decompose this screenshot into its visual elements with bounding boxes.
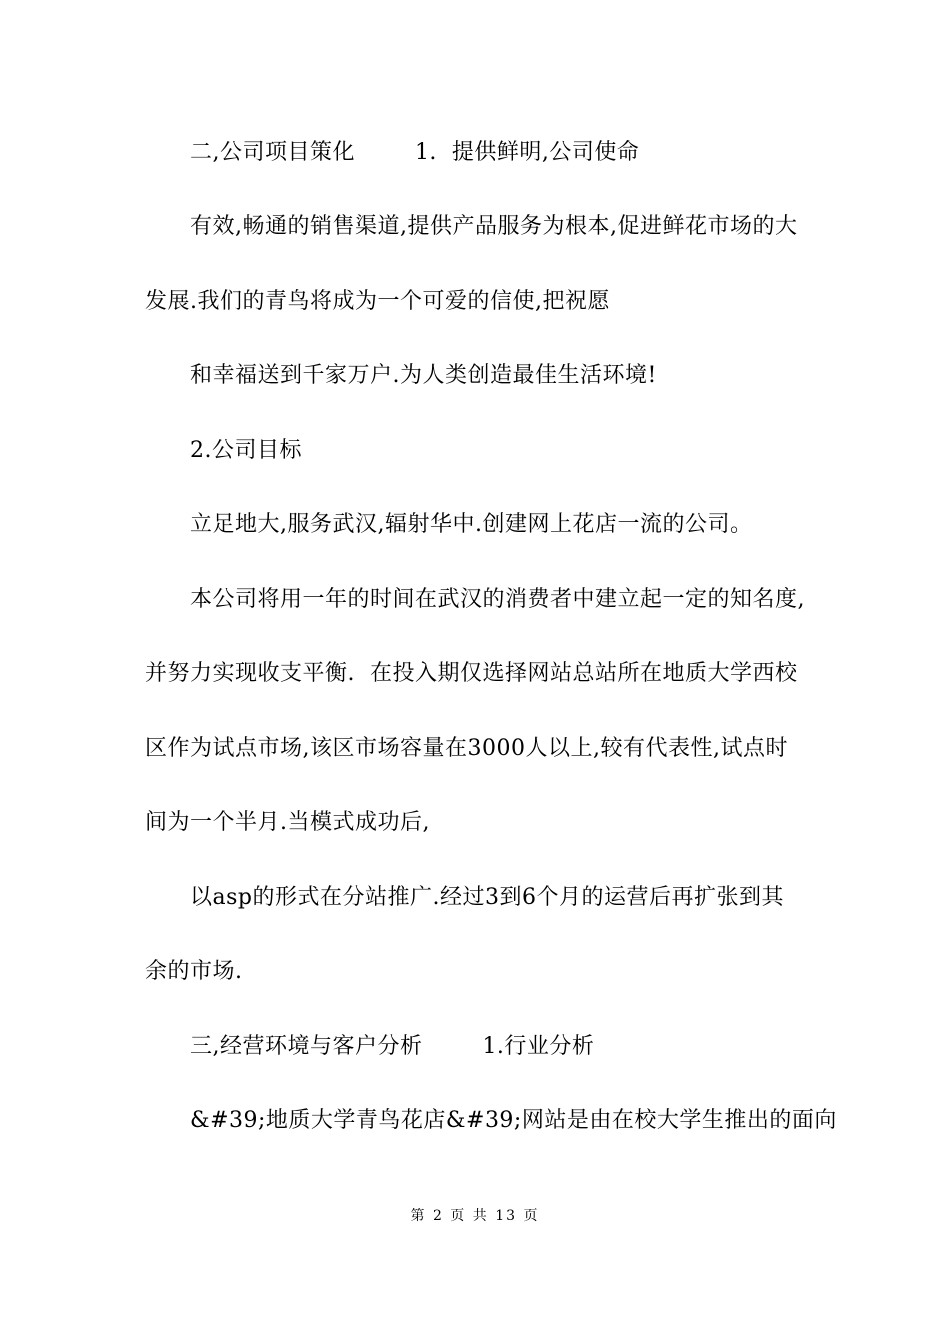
paragraph-line: 立足地大,服务武汉,辐射华中.创建网上花店一流的公司。 xyxy=(190,512,753,537)
section-heading-business-environment: 三,经营环境与客户分析 1.行业分析 xyxy=(190,1034,595,1059)
paragraph-line: 区作为试点市场,该区市场容量在3000人以上,较有代表性,试点时 xyxy=(145,736,788,761)
paragraph-line: 和幸福送到千家万户.为人类创造最佳生活环境! xyxy=(190,363,657,388)
paragraph-line: 并努力实现收支平衡. 在投入期仅选择网站总站所在地质大学西校 xyxy=(145,661,798,686)
paragraph-line: &#39;地质大学青鸟花店&#39;网站是由在校大学生推出的面向 xyxy=(190,1108,837,1133)
paragraph-line: 本公司将用一年的时间在武汉的消费者中建立起一定的知名度, xyxy=(190,587,805,612)
page-number-footer: 第 2 页 共 13 页 xyxy=(410,1208,540,1224)
paragraph-line: 余的市场. xyxy=(145,959,243,984)
paragraph-line: 发展.我们的青鸟将成为一个可爱的信使,把祝愿 xyxy=(145,289,610,314)
subheading-company-goals: 2.公司目标 xyxy=(190,438,302,463)
section-heading-project-planning: 二,公司项目策化 1. 提供鲜明,公司使命 xyxy=(190,140,640,165)
paragraph-line: 有效,畅通的销售渠道,提供产品服务为根本,促进鲜花市场的大 xyxy=(190,214,798,239)
paragraph-line: 间为一个半月.当模式成功后, xyxy=(145,810,430,835)
paragraph-line: 以asp的形式在分站推广.经过3到6个月的运营后再扩张到其 xyxy=(190,885,784,910)
